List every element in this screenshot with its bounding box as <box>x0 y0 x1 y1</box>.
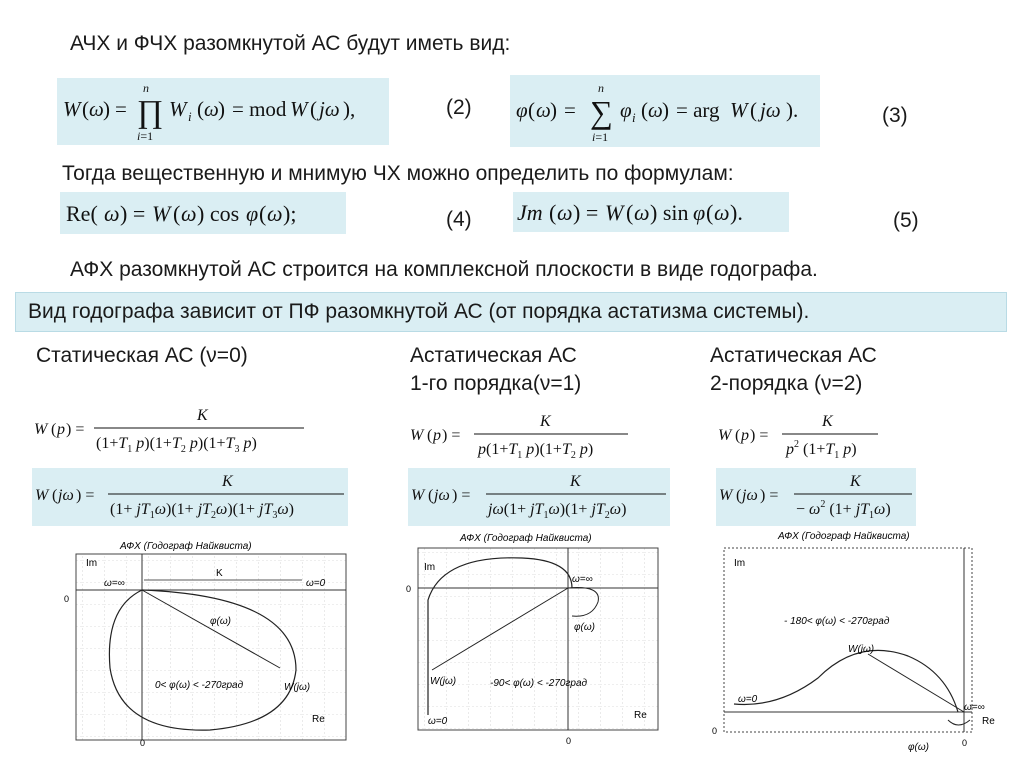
svg-text:p2 (1+T1 p): $p^2$ ($1+T_1$ p) <box>786 439 857 461</box>
svg-text:ω: ω <box>89 97 104 121</box>
svg-text:ω: ω <box>714 200 730 225</box>
svg-text:i=1: i=1 <box>592 130 609 144</box>
graph2 <box>402 530 664 748</box>
svg-text:(: ( <box>173 201 181 226</box>
svg-text:) cos: ) cos <box>197 201 240 226</box>
svg-text:= mod: = mod <box>232 97 287 121</box>
svg-text:=: = <box>115 97 127 121</box>
formula-real-svg <box>60 192 346 234</box>
svg-text:W: W <box>34 421 48 438</box>
svg-text:) =: ) = <box>66 421 85 438</box>
svg-text:− ω2 (1+ jT1ω): − $\omega^2$ $(1+ jT_1\omega)$ <box>796 499 891 521</box>
equation-number-3: (3) <box>882 104 908 127</box>
equation-number-5: (5) <box>893 209 919 232</box>
svg-text:∏: ∏ <box>137 93 164 129</box>
graph3-range: - 180< φ(ω) < -270град <box>784 616 890 627</box>
graph3 <box>708 528 1006 758</box>
svg-text:W: W <box>410 427 424 444</box>
svg-text:Re(: Re( <box>66 201 98 226</box>
svg-text:n: n <box>598 81 604 95</box>
graph3-im: Im <box>734 558 746 569</box>
col2-tf-jw <box>408 468 670 526</box>
svg-text:(: ( <box>310 97 317 121</box>
svg-text:(: ( <box>549 200 557 225</box>
svg-text:ω: ω <box>267 201 283 226</box>
svg-text:W: W <box>152 201 171 226</box>
banner-text: Вид годографа зависит от ПФ разомкнутой АС (от порядка астатизма системы). <box>28 300 810 323</box>
svg-text:=: = <box>564 98 576 122</box>
svg-text:(: ( <box>82 97 89 121</box>
formula-phase-svg <box>510 75 820 147</box>
svg-text:φ: φ <box>516 98 528 122</box>
graph1-title: АФХ (Годограф Найквиста) <box>120 541 252 552</box>
svg-text:p: p <box>741 427 749 444</box>
svg-text:W: W <box>719 487 733 504</box>
svg-text:): ) <box>103 97 110 121</box>
svg-text:(: ( <box>736 487 742 504</box>
graph3-zero-bottom: 0 <box>962 738 968 748</box>
svg-text:) =: ) = <box>750 427 769 444</box>
svg-text:i=1: i=1 <box>137 129 154 143</box>
svg-text:): ) <box>550 98 557 122</box>
line2-text: Тогда вещественную и мнимую ЧХ можно определить по формулам: <box>62 162 734 185</box>
svg-text:p: p <box>433 427 441 444</box>
svg-text:) =: ) = <box>760 487 779 504</box>
svg-text:ω: ω <box>536 98 551 122</box>
svg-text:(: ( <box>197 97 204 121</box>
formula-real <box>60 192 346 234</box>
svg-text:jω: jω <box>760 98 781 122</box>
graph1-zero-left: 0 <box>64 594 70 604</box>
col1-tf-p-svg <box>32 402 312 458</box>
banner-box <box>15 292 1007 332</box>
svg-text:(: ( <box>427 427 433 444</box>
svg-text:Jm: Jm <box>517 200 543 225</box>
graph3-re: Re <box>982 716 995 727</box>
col3-title2: 2-порядка (ν=2) <box>710 372 863 395</box>
graph2-zero-left: 0 <box>406 584 412 594</box>
graph3-w-inf: ω=∞ <box>964 702 985 713</box>
graph2-wjw: W(jω) <box>430 676 457 687</box>
svg-text:φ: φ <box>693 200 706 225</box>
svg-text:(: ( <box>641 98 648 122</box>
svg-text:): ) <box>218 97 225 121</box>
col1-tf-jw <box>32 468 348 526</box>
svg-text:W: W <box>605 200 624 225</box>
col3-tf-p-svg <box>716 410 886 466</box>
graph1-wjw: W(jω) <box>284 682 311 693</box>
col3-tf-jw-svg <box>716 468 916 526</box>
col2-tf-p-svg <box>408 410 638 466</box>
col1-tf-p <box>32 402 312 458</box>
svg-text:φ: φ <box>246 201 259 226</box>
col3-tf-jw <box>716 468 916 526</box>
svg-text:),: ), <box>343 97 356 121</box>
svg-text:= arg: = arg <box>676 98 720 122</box>
svg-text:(: ( <box>706 200 714 225</box>
col2-title2: 1-го порядка(ν=1) <box>410 372 582 395</box>
graph3-phi: φ(ω) <box>908 742 929 753</box>
svg-text:jω: jω <box>319 97 340 121</box>
col3-title1: Астатическая АС <box>710 344 877 367</box>
graph1-zero-bottom: 0 <box>140 738 146 748</box>
svg-text:(: ( <box>259 201 267 226</box>
svg-text:ω: ω <box>557 200 573 225</box>
svg-text:W: W <box>718 427 732 444</box>
svg-text:ω: ω <box>634 200 650 225</box>
graph2-im: Im <box>424 562 436 573</box>
svg-text:) =: ) = <box>120 201 146 226</box>
svg-text:) =: ) = <box>452 487 471 504</box>
graph1-re: Re <box>312 714 325 725</box>
svg-text:) =: ) = <box>573 200 599 225</box>
graph3-svg <box>708 528 1006 758</box>
svg-text:jω: jω <box>742 487 758 504</box>
graph2-range: -90< φ(ω) < -270град <box>490 678 588 689</box>
svg-text:(: ( <box>735 427 741 444</box>
equation-number-2: (2) <box>446 96 472 119</box>
svg-text:K: K <box>850 473 861 490</box>
col2-title1: Астатическая АС <box>410 344 577 367</box>
svg-text:ω: ω <box>104 201 120 226</box>
svg-text:(: ( <box>528 98 535 122</box>
formula-amplitude <box>57 78 389 145</box>
graph3-zero-left: 0 <box>712 726 718 736</box>
svg-text:W: W <box>411 487 425 504</box>
svg-text:(: ( <box>626 200 634 225</box>
svg-text:K: K <box>570 473 581 490</box>
svg-text:) =: ) = <box>442 427 461 444</box>
svg-text:(: ( <box>750 98 757 122</box>
graph1-k: K <box>216 568 223 579</box>
svg-text:).: ). <box>730 200 743 225</box>
svg-text:p(1+T1 p)(1+T2 p): $p(1+T_1$ $p)(1+T_2$ p) <box>478 441 594 461</box>
graph1-w-inf: ω=∞ <box>104 578 125 589</box>
graph2-re: Re <box>634 710 647 721</box>
svg-text:K: K <box>222 473 233 490</box>
svg-text:);: ); <box>283 201 297 226</box>
svg-text:K: K <box>540 413 551 430</box>
equation-number-4: (4) <box>446 208 472 231</box>
formula-imag-svg <box>513 192 789 232</box>
svg-text:jω: jω <box>434 487 450 504</box>
svg-text:i: i <box>632 110 636 125</box>
svg-text:K: K <box>822 413 833 430</box>
svg-text:W: W <box>730 98 748 122</box>
intro-text: АЧХ и ФЧХ разомкнутой АС будут иметь вид: <box>70 32 511 55</box>
line3-text: АФХ разомкнутой АС строится на комплексной плоскости в виде годографа. <box>70 258 818 281</box>
svg-text:) =: ) = <box>76 487 95 504</box>
graph2-phi: φ(ω) <box>574 622 595 633</box>
svg-text:K: K <box>197 407 208 424</box>
svg-text:W: W <box>63 97 81 121</box>
graph1-phi: φ(ω) <box>210 616 231 627</box>
graph1-im: Im <box>86 558 98 569</box>
svg-text:ω: ω <box>648 98 663 122</box>
formula-imag <box>513 192 789 232</box>
formula-amplitude-svg <box>57 78 389 145</box>
graph2-title: АФХ (Годограф Найквиста) <box>460 533 592 544</box>
svg-text:jω: jω <box>58 487 74 504</box>
svg-text:n: n <box>143 81 149 95</box>
svg-text:(: ( <box>51 421 57 438</box>
col3-tf-p <box>716 410 886 466</box>
col2-tf-p <box>408 410 638 466</box>
svg-text:ω: ω <box>181 201 197 226</box>
graph3-wjw: W(jω) <box>848 644 875 655</box>
graph2-w-inf: ω=∞ <box>572 574 593 585</box>
graph1 <box>60 538 350 748</box>
graph1-range: 0< φ(ω) < -270град <box>155 680 244 691</box>
svg-text:W: W <box>290 97 308 121</box>
svg-text:(1+T1 p)(1+T2 p)(1+T3 p): ($1+T_1$ $p)(1+T_2$ $p)(1+T_3$ p) <box>96 435 257 455</box>
formula-phase <box>510 75 820 147</box>
col2-tf-jw-svg <box>408 468 670 526</box>
svg-text:jω(1+ jT1ω)(1+ jT2ω): $j\omega(1+ jT_1\omega)(1+ jT_2\omega)$ <box>488 501 627 521</box>
graph2-svg <box>402 530 664 748</box>
svg-text:W: W <box>169 97 187 121</box>
graph1-svg <box>60 538 350 748</box>
svg-text:p: p <box>57 421 65 438</box>
graph2-w-zero: ω=0 <box>428 716 448 727</box>
graph1-w-zero: ω=0 <box>306 578 326 589</box>
svg-text:i: i <box>188 109 192 124</box>
col1-tf-jw-svg <box>32 468 348 526</box>
svg-text:): ) <box>662 98 669 122</box>
svg-text:(1+ jT1ω)(1+ jT2ω)(1+ jT3ω): $(1+ jT_1\omega)(1+ jT_2\omega)(1+ jT_3\omega)$ <box>110 501 294 521</box>
svg-text:∑: ∑ <box>590 94 613 130</box>
graph3-title: АФХ (Годограф Найквиста) <box>778 531 910 542</box>
graph2-zero-bottom: 0 <box>566 736 572 746</box>
svg-text:W: W <box>35 487 49 504</box>
col1-title: Статическая АС (ν=0) <box>36 344 248 367</box>
svg-text:(: ( <box>52 487 58 504</box>
graph3-w-zero: ω=0 <box>738 694 758 705</box>
svg-text:).: ). <box>786 98 799 122</box>
svg-text:φ: φ <box>620 98 632 122</box>
svg-text:) sin: ) sin <box>650 200 689 225</box>
svg-text:ω: ω <box>204 97 219 121</box>
svg-text:(: ( <box>428 487 434 504</box>
